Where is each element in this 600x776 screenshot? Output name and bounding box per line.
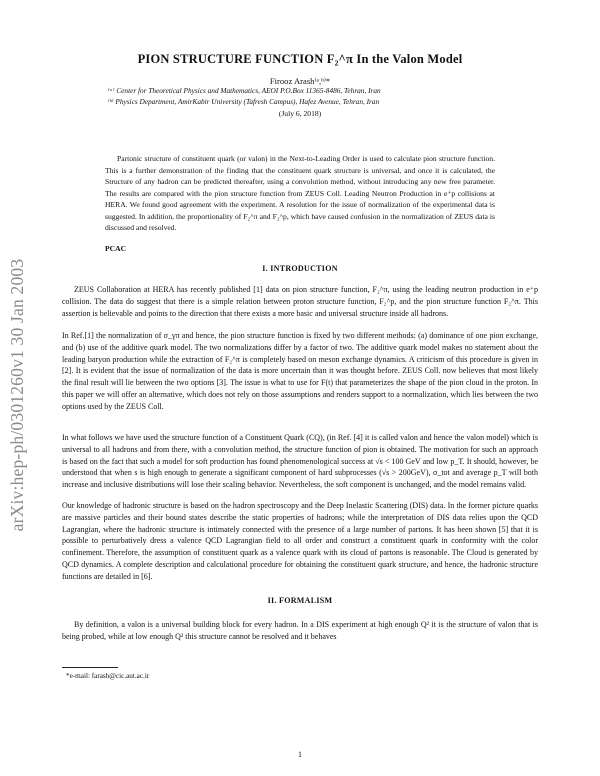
section-heading-formalism: II. FORMALISM	[267, 596, 333, 605]
author: Firooz Arash⁽ᵃ,ᵇ⁾*	[269, 76, 331, 86]
page-number: 1	[298, 750, 302, 759]
intro-paragraph-3: In what follows we have used the structure function of a Constituent Quark (CQ), (in Ref. [4] it is called valon and hence the valon model) which is universal to all hadrons and from there, with a convolution method, the structure function of pion is obtained. The motivation for such an approach is based on the fact that such a model for soft production has found phenomenological success at √s < 100 GeV and low p_T. It should, however, be understood that when s is high enough to generate a significant component of hard subprocesses (√s > 200GeV), σ_tot and average p_T will both increase and inclusive distributions will lose their scaling behavior. Nevertheless, the soft component is unchanged, and the model remains valid.	[62, 433, 538, 490]
intro-paragraph-4: Our knowledge of hadronic structure is based on the hadron spectroscopy and the Deep Inelastic Scattering (DIS) data. In the former picture quarks are massive particles and their bound states describe the static properties of hadrons; while the interpretation of DIS data relies upon the QCD Lagrangian, where the hadronic structure is intimately connected with the presence of a large number of partons. It has been shown [5] that it is possible to perturbatively dress a valence QCD Lagrangian field to all order and construct a constituent quark in conformity with the color confinement. Therefore, the assumption of constituent quark as a valence quark with its cloud of partons is reasonable. The Cloud is generated by QCD dynamics. A complete description and calculational procedure for obtaining the constituent quark structure, and hence, the hadronic structure functions are detailed in [6].	[62, 501, 538, 581]
footnote-email: *e-mail: farash@cic.aut.ac.ir	[66, 672, 150, 680]
intro-paragraph-2: In Ref.[1] the normalization of σ_γπ and hence, the pion structure function is fixed by two different methods: (a) dominance of one pion exchange, and (b) use of the additive quark model. The two normalizations differ by a factor of two. The additive quark model makes no statement about the leading baryon production while the extraction of F₂^π is completely based on meson exchange dynamics. A criticism of this procedure is given in [2]. It is evident that the issue of normalization of the data is more uncertain than it was thought before. ZEUS Coll. now believes that most likely the final result will lie between the two options [3]. The issue is what to use for F(t) that parameterizes the shape of the pion cloud in the proton. In this paper we will offer an alternative, which does not rely on those assumptions and renders support to a normalization, which lies between the two options used by the ZEUS Coll.	[62, 331, 538, 411]
footnote-rule	[62, 667, 118, 668]
keywords: PCAC	[105, 244, 127, 253]
formalism-paragraph-1: By definition, a valon is a universal building block for every hadron. In a DIS experiment at high enough Q² it is the structure of valon that is being probed, while at low enough Q² this structure cannot be resolved and it behaves	[62, 620, 538, 641]
date: (July 6, 2018)	[278, 109, 322, 118]
paper-title: PION STRUCTURE FUNCTION F₂^π In the Valon Model	[137, 52, 463, 66]
intro-paragraph-1: ZEUS Collaboration at HERA has recently published [1] data on pion structure function, F₂^π, using the leading neutron production in e⁺p collision. The data do suggest that there is a simple relation between proton structure function, F₂^p, and the pion structure function F₂^π. This assertion is believable and points to the direction that there exists a more basic and universal structure inside all hadrons.	[62, 285, 538, 318]
arxiv-identifier: arXiv:hep-ph/0301260v1 30 Jan 2003	[7, 258, 27, 532]
abstract: Partonic structure of constituent quark (or valon) in the Next-to-Leading Order is used to calculate pion structure function. This is a further demonstration of the finding that the constituent quark structure is universal, and once it is calculated, the Structure of any hadron can be predicted thereafter, using a convolution method, without introducing any new free parameter. The results are compared with the pion structure function from ZEUS Coll. Leading Neutron Production in e⁺p collisions at HERA. We found good agreement with the experiment. A resolution for the issue of normalization of the experimental data is suggested. In addition, the proportionality of F₂^π and F₂^p, which have caused confusion in the normalization of ZEUS data is discussed and resolved.	[105, 154, 495, 232]
section-heading-introduction: I. INTRODUCTION	[262, 264, 338, 273]
affiliation-b: ⁽ᵇ⁾ Physics Department, AmirKabir University (Tafresh Campus), Hafez Avenue, Tehran, Iran	[108, 97, 380, 106]
affiliation-a: ⁽ᵃ⁾ Center for Theoretical Physics and Mathematics, AEOI P.O.Box 11365-8486, Tehran, Iran	[108, 86, 381, 95]
